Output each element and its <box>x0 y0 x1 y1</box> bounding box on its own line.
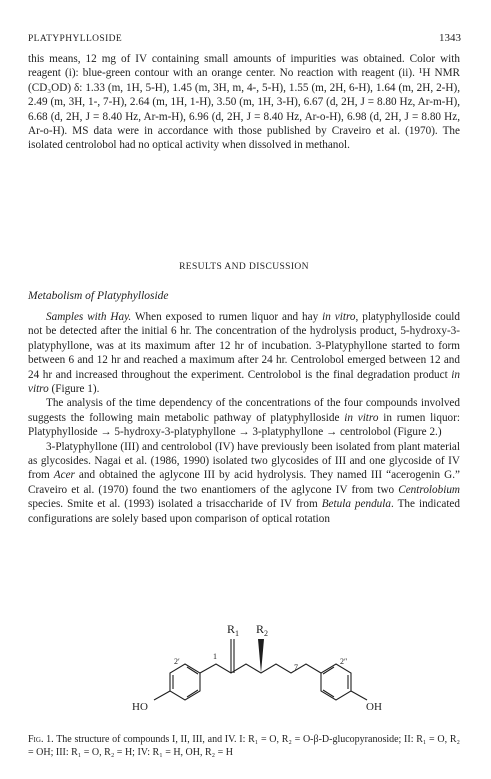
position-7-label: 7 <box>294 663 298 672</box>
paragraph-samples-with-hay: Samples with Hay. When exposed to rumen liquor and hay in vitro, platyphylloside could not be detected after the initial 6 hr. The concentration of the hydrolysis product, 5-hydroxy-3-platyphyllone, was at its maximum after 12 hr of incubation. 3-Platyphyllone started to form between 6 and 12 hr and reached a maximum after 24 hr. Centrolobol emerged between 12 and 24 hr and increased throughout the experiment. Centrolobol is the final degradation product in vitro (Figure 1). <box>28 311 460 396</box>
wedge-bond <box>258 639 264 673</box>
structure-diagram <box>28 614 460 730</box>
position-1-label: 1 <box>213 652 217 661</box>
position-2prime-label: 2′ <box>174 657 180 666</box>
paragraph-lead: Samples with Hay. <box>46 311 132 323</box>
figure-caption <box>28 733 460 759</box>
right-ring <box>321 664 351 700</box>
caption-text: The structure of compounds I, II, III, and IV. I: R₁ = O, R₂ = O-β-D-glucopyranoside; II: R₁ = O, R₂ = OH; III: R₁ = O, R₂ = H; IV: R₁ = H, OH, R₂ = H <box>28 734 461 758</box>
section-heading: RESULTS AND DISCUSSION <box>179 262 309 272</box>
left-ring <box>170 664 200 700</box>
position-2dprime-label: 2″ <box>340 657 348 666</box>
ho-label: HO <box>132 701 148 713</box>
running-header <box>28 32 461 44</box>
results-body <box>28 310 460 526</box>
figure-label: Fig. 1. <box>28 734 54 745</box>
experimental-paragraph <box>28 52 460 153</box>
oh-label: OH <box>366 701 382 713</box>
r1-label: $R_1$ <box>227 622 240 638</box>
experimental-text: this means, 12 mg of IV containing small amounts of impurities was obtained. Color with reagent (i): blue-green contour with an orange center. No reaction with reagent (ii). ¹H NMR (CD₃OD) δ: 1.33 (m, 1H, 5-H), 1.45 (m, 3H, m, 4-, 5-H), 1.55 (m, 2H, 6-H), 1.64 (m, 2H, 2-H), 2.49 (m, 3H, 1-, 7-H), 2.64 (m, 1H, 1-H), 3.50 (m, 1H, 3-H), 6.67 (d, 2H, J = 8.80 Hz, Ar-m-H), 6.68 (d, 2H, J = 8.40 Hz, Ar-m-H), 6.96 (d, 2H, J = 8.40 Hz, Ar-o-H), 6.98 (d, 2H, J = 8.80 Hz, Ar-o-H). MS data were in accordance with those published by Craveiro et al. (1970). The isolated centrolobol had no optical activity when dissolved in methanol. <box>28 53 460 152</box>
page-number: 1343 <box>439 32 461 44</box>
paragraph-pathway: The analysis of the time dependency of the concentrations of the four compounds involved suggests the following main metabolic pathway of platyphylloside in vitro in rumen liquor: Platyphylloside → 5-hydroxy-3-platyphyllone → 3-platyphyllone → centrolobol (Figure 2.) <box>28 397 460 439</box>
r2-label: $R_2$ <box>256 622 269 638</box>
running-title: PLATYPHYLLOSIDE <box>28 34 123 44</box>
paragraph-previous-isolation: 3-Platyphyllone (III) and centrolobol (IV) have previously been isolated from plant material as glycosides. Nagai et al. (1986, 1990) isolated two glycosides of III and one glycoside of IV from Acer and obtained the aglycone III by acid hydrolysis. They named III “acerogenin G.” Craveiro et al. (1970) found the two enantiomers of the aglycone IV from two Centrolobium species. Smite et al. (1993) isolated a trisaccharide of IV from Betula pendula. The indicated configurations are solely based upon comparison of optical rotation <box>28 440 461 525</box>
subsection-heading: Metabolism of Platyphylloside <box>28 290 169 302</box>
